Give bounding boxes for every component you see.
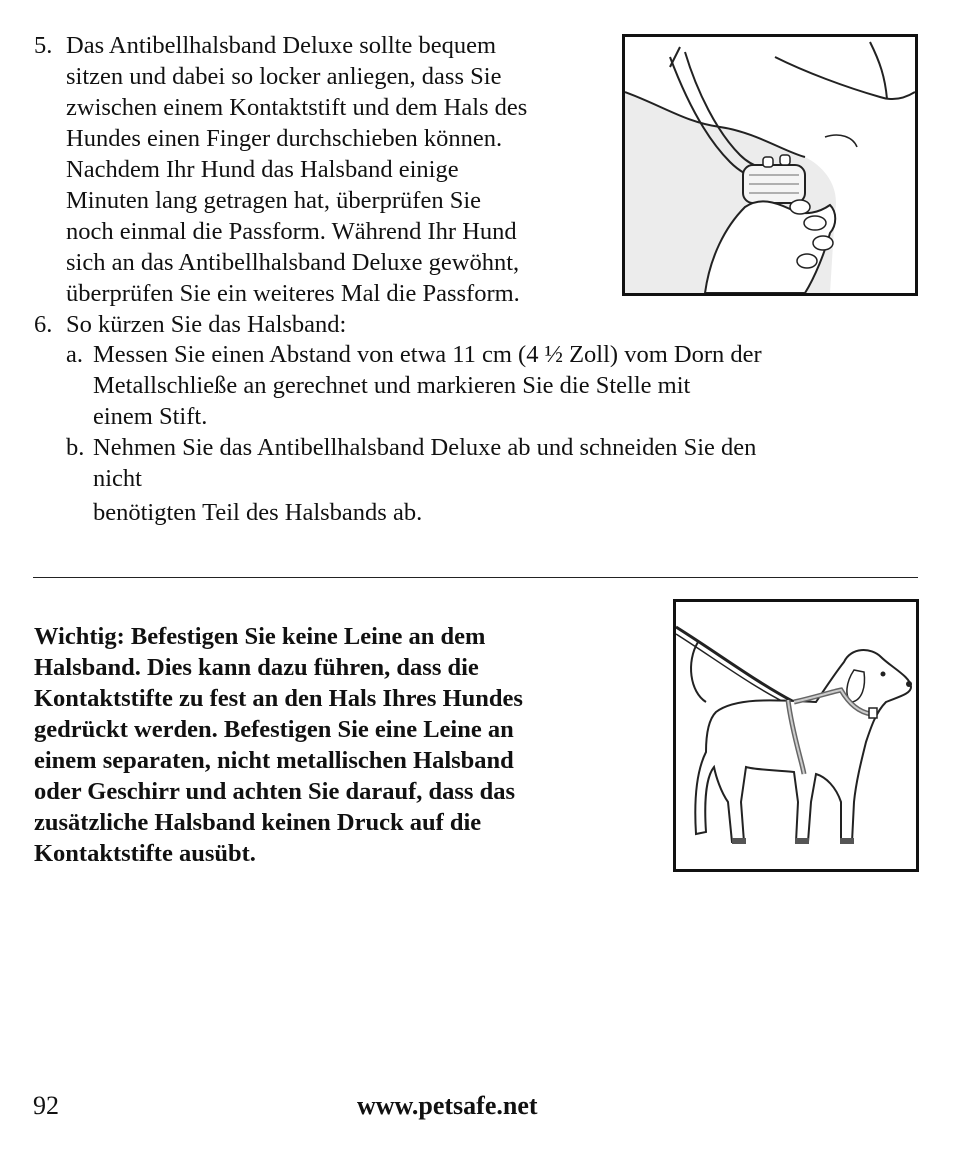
warning-line: zusätzliche Halsband keinen Druck auf die bbox=[34, 809, 482, 836]
sub-item-b-letter: b. bbox=[66, 434, 85, 461]
item-5-line: noch einmal die Passform. Während Ihr Hund bbox=[66, 218, 517, 245]
sub-item-b-line: Nehmen Sie das Antibellhalsband Deluxe ab und schneiden Sie den bbox=[93, 434, 757, 461]
warning-line: gedrückt werden. Befestigen Sie eine Leine an bbox=[34, 716, 514, 743]
dog-harness-figure bbox=[673, 599, 919, 872]
item-5-line: Minuten lang getragen hat, überprüfen Sie bbox=[66, 187, 482, 214]
website-url[interactable]: www.petsafe.net bbox=[357, 1091, 538, 1120]
sub-item-b-line: nicht bbox=[93, 465, 142, 492]
item-5-line: überprüfen Sie ein weiteres Mal die Passform. bbox=[66, 280, 520, 307]
sub-item-a-line: Messen Sie einen Abstand von etwa 11 cm (4 ½ Zoll) vom Dorn der bbox=[93, 341, 762, 368]
warning-line: Wichtig: Befestigen Sie keine Leine an dem bbox=[34, 623, 486, 650]
warning-line: Kontaktstifte ausübt. bbox=[34, 840, 256, 867]
sub-item-a-line: einem Stift. bbox=[93, 403, 208, 430]
warning-line: einem separaten, nicht metallischen Halsband bbox=[34, 747, 514, 774]
item-5-number: 5. bbox=[34, 32, 53, 59]
sub-item-a-letter: a. bbox=[66, 341, 83, 368]
item-5-line: Hundes einen Finger durchschieben können. bbox=[66, 125, 503, 152]
warning-line: Halsband. Dies kann dazu führen, dass die bbox=[34, 654, 479, 681]
warning-line: Kontaktstifte zu fest an den Hals Ihres Hundes bbox=[34, 685, 523, 712]
item-5-line: sitzen und dabei so locker anliegen, dass Sie bbox=[66, 63, 502, 90]
item-5-line: Das Antibellhalsband Deluxe sollte bequem bbox=[66, 32, 497, 59]
collar-fit-figure bbox=[622, 34, 918, 296]
sub-item-a-line: Metallschließe an gerechnet und markieren Sie die Stelle mit bbox=[93, 372, 691, 399]
collar-fit-illustration bbox=[625, 37, 915, 293]
item-5-line: zwischen einem Kontaktstift und dem Hals des bbox=[66, 94, 528, 121]
warning-line: oder Geschirr und achten Sie darauf, dass das bbox=[34, 778, 515, 805]
sub-item-b-line: benötigten Teil des Halsbands ab. bbox=[93, 499, 423, 526]
dog-harness-illustration bbox=[676, 602, 916, 869]
item-6-intro: So kürzen Sie das Halsband: bbox=[66, 311, 347, 338]
page-number: 92 bbox=[33, 1091, 59, 1120]
item-6-number: 6. bbox=[34, 311, 53, 338]
section-divider bbox=[33, 577, 918, 578]
item-5-line: sich an das Antibellhalsband Deluxe gewöhnt, bbox=[66, 249, 520, 276]
item-5-line: Nachdem Ihr Hund das Halsband einige bbox=[66, 156, 459, 183]
